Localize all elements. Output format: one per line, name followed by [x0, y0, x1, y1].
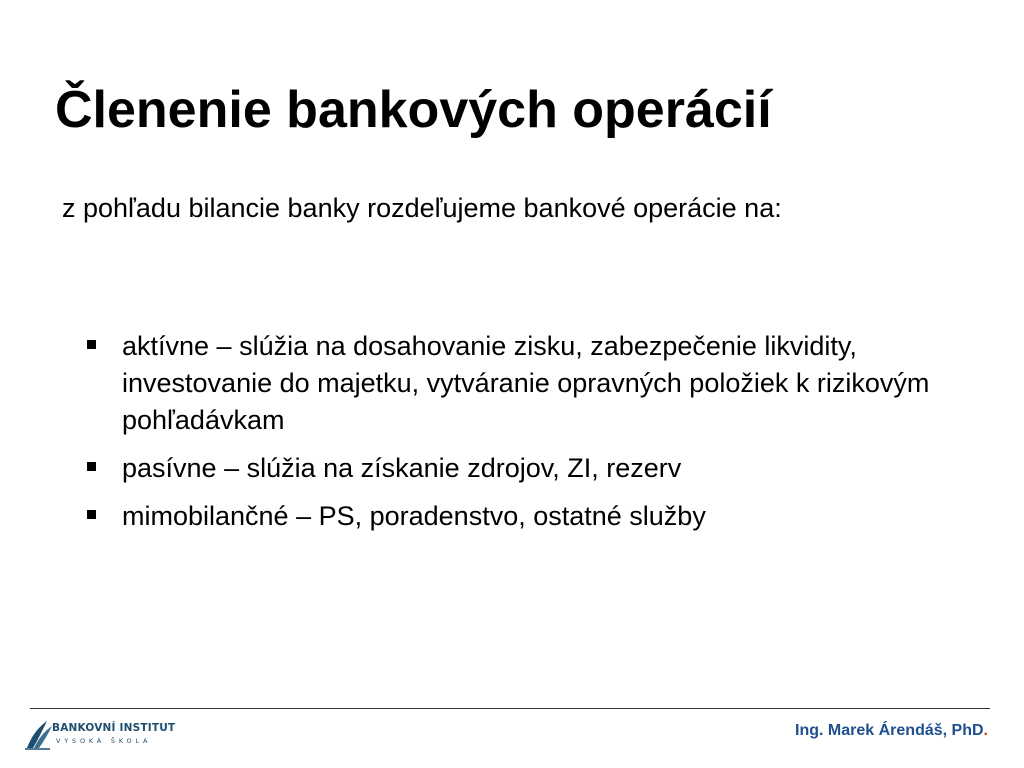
bullet-item-active — [82, 328, 982, 439]
bullet-text: mimobilančné – PS, poradenstvo, ostatné služby — [122, 501, 706, 531]
author-suffix: . — [983, 722, 988, 739]
bullet-item-offbalance — [82, 498, 982, 535]
bullet-list — [82, 328, 982, 546]
slide-title: Členenie bankových operácií — [55, 81, 772, 139]
bullet-text: pasívne – slúžia na získanie zdrojov, ZI, rezerv — [122, 453, 682, 483]
author-credit — [795, 722, 988, 740]
square-bullet-icon — [87, 340, 96, 349]
square-bullet-icon — [87, 462, 96, 471]
logo-name: BANKOVNÍ INSTITUT — [52, 722, 176, 734]
slide-intro: z pohľadu bilancie banky rozdeľujeme bankové operácie na: — [62, 193, 782, 223]
bankovni-institut-logo — [24, 716, 194, 752]
bullet-text: aktívne – slúžia na dosahovanie zisku, zabezpečenie likvidity, investovanie do majetku, vytváranie opravných položiek k rizikovým pohľadávkam — [122, 331, 930, 435]
author-name: Ing. Marek Árendáš, PhD — [795, 722, 984, 739]
square-bullet-icon — [87, 510, 96, 519]
bullet-item-passive — [82, 450, 982, 487]
logo-subtitle: VYSOKÁ ŠKOLA — [56, 737, 152, 745]
feather-emblem-icon — [24, 716, 54, 750]
footer-divider — [30, 708, 990, 709]
